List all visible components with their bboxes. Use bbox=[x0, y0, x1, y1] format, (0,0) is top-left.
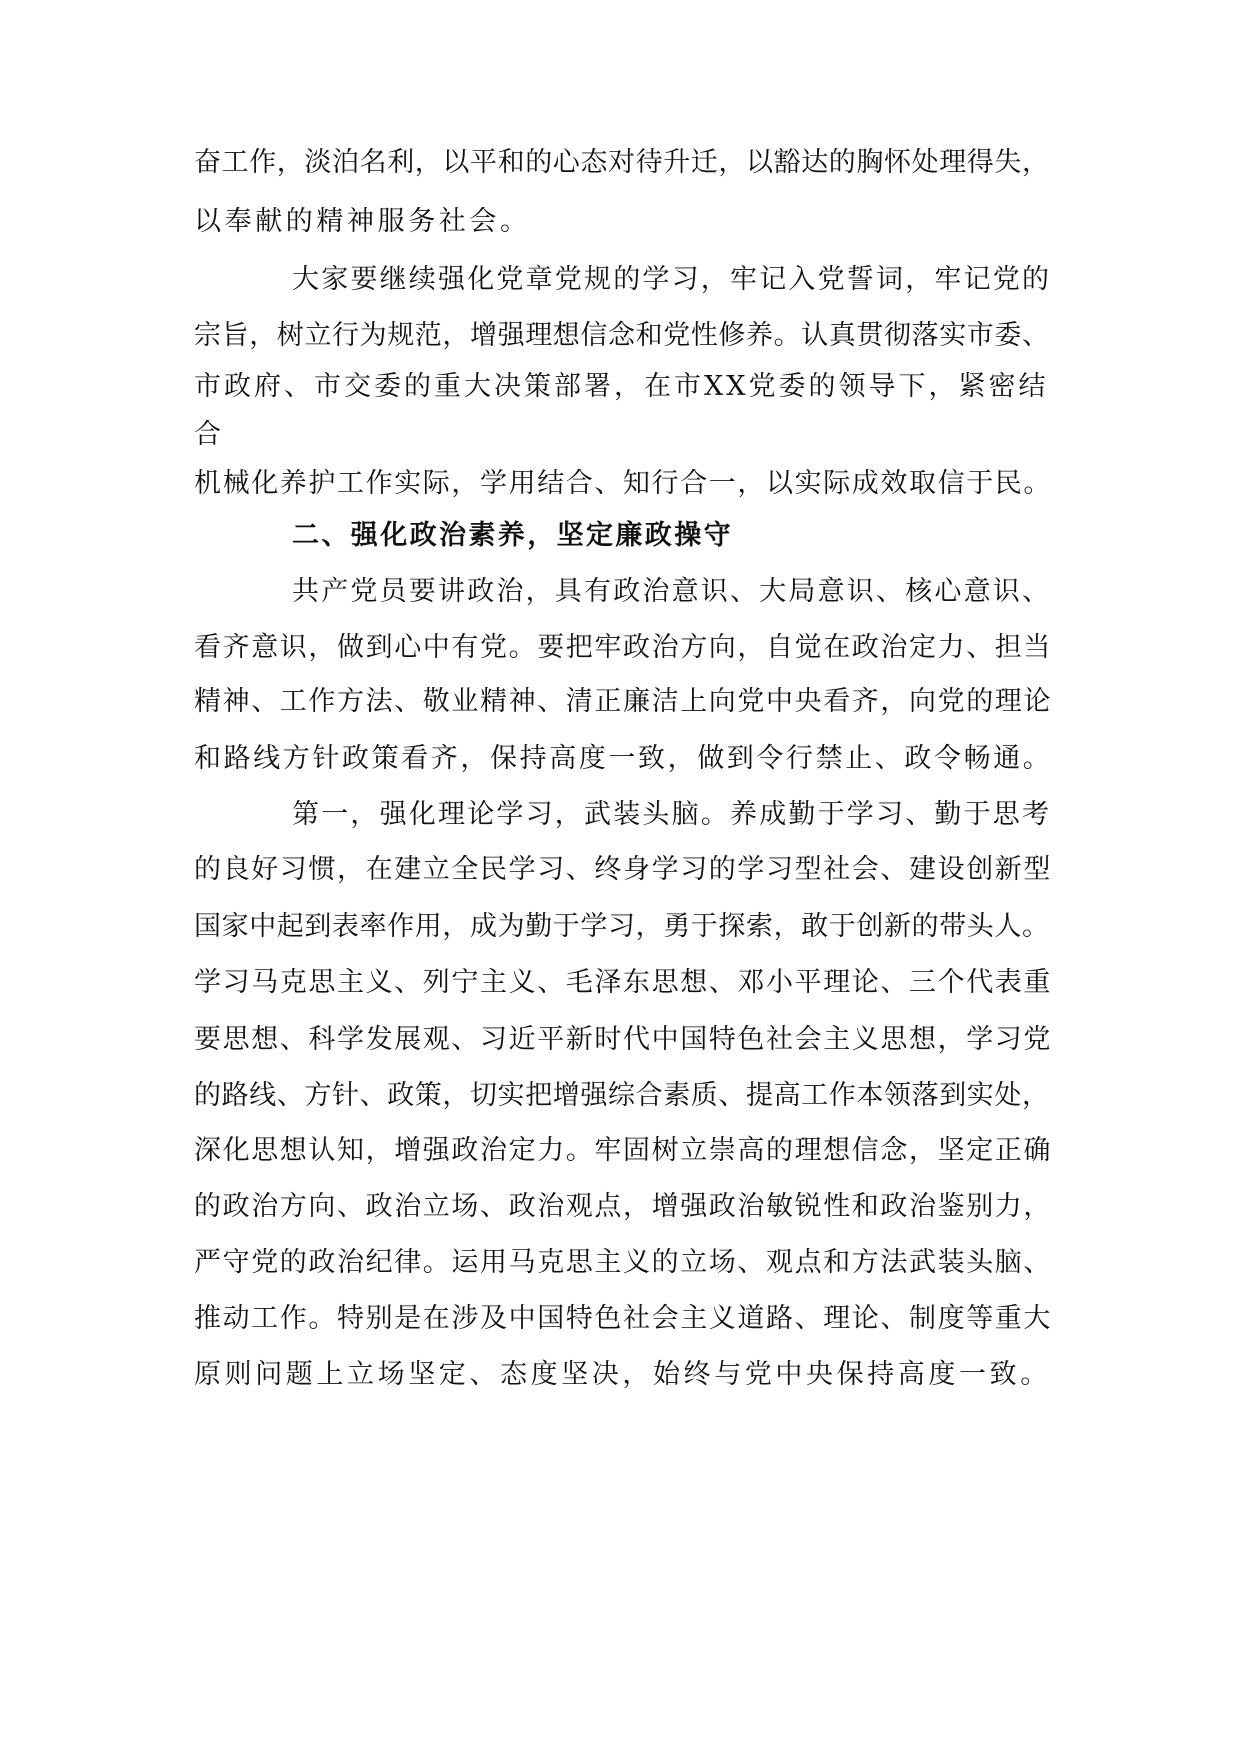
text-line: 的路线、方针、政策，切实把增强综合素质、提高工作本领落到实处， bbox=[194, 1080, 1050, 1111]
text-line: 严守党的政治纪律。运用马克思主义的立场、观点和方法武装头脑、 bbox=[194, 1247, 1052, 1278]
text-line: 国家中起到表率作用，成为勤于学习，勇于探索，敢于创新的带头人。 bbox=[194, 911, 1050, 942]
text-line: 共产党员要讲政治，具有政治意识、大局意识、核心意识、 bbox=[292, 576, 1052, 607]
text-line: 大家要继续强化党章党规的学习，牢记入党誓词，牢记党的 bbox=[292, 264, 1052, 295]
text-line: 第一，强化理论学习，武装头脑。养成勤于学习、勤于思考 bbox=[292, 799, 1052, 830]
text-line: 精神、工作方法、敬业精神、清正廉洁上向党中央看齐，向党的理论 bbox=[194, 686, 1052, 717]
text-line: 以奉献的精神服务社会。 bbox=[194, 206, 531, 237]
text-line: 学习马克思主义、列宁主义、毛泽东思想、邓小平理论、三个代表重 bbox=[194, 967, 1052, 998]
text-line: 市政府、市交委的重大决策部署，在市XX党委的领导下，紧密结 bbox=[194, 371, 1049, 402]
text-line: 机械化养护工作实际，学用结合、知行合一，以实际成效取信于民。 bbox=[194, 468, 1052, 499]
text-line: 要思想、科学发展观、习近平新时代中国特色社会主义思想，学习党 bbox=[194, 1024, 1052, 1055]
text-line: 原则问题上立场坚定、态度坚决，始终与党中央保持高度一致。 bbox=[194, 1359, 1051, 1390]
text-line: 奋工作，淡泊名利，以平和的心态对待升迁，以豁达的胸怀处理得失， bbox=[194, 147, 1050, 178]
text-line: 的良好习惯，在建立全民学习、终身学习的学习型社会、建设创新型 bbox=[194, 854, 1052, 885]
text-line: 推动工作。特别是在涉及中国特色社会主义道路、理论、制度等重大 bbox=[194, 1303, 1052, 1334]
section-heading: 二、强化政治素养，坚定廉政操守 bbox=[292, 520, 733, 551]
text-line: 的政治方向、政治立场、政治观点，增强政治敏锐性和政治鉴别力， bbox=[194, 1191, 1052, 1222]
text-line: 和路线方针政策看齐，保持高度一致，做到令行禁止、政令畅通。 bbox=[194, 743, 1053, 774]
text-line: 宗旨，树立行为规范，增强理想信念和党性修养。认真贯彻落实市委、 bbox=[194, 320, 1050, 351]
text-line: 合 bbox=[194, 419, 225, 450]
text-line: 深化思想认知，增强政治定力。牢固树立崇高的理想信念，坚定正确 bbox=[194, 1135, 1052, 1166]
text-line: 看齐意识，做到心中有党。要把牢政治方向，自觉在政治定力、担当 bbox=[194, 632, 1052, 663]
